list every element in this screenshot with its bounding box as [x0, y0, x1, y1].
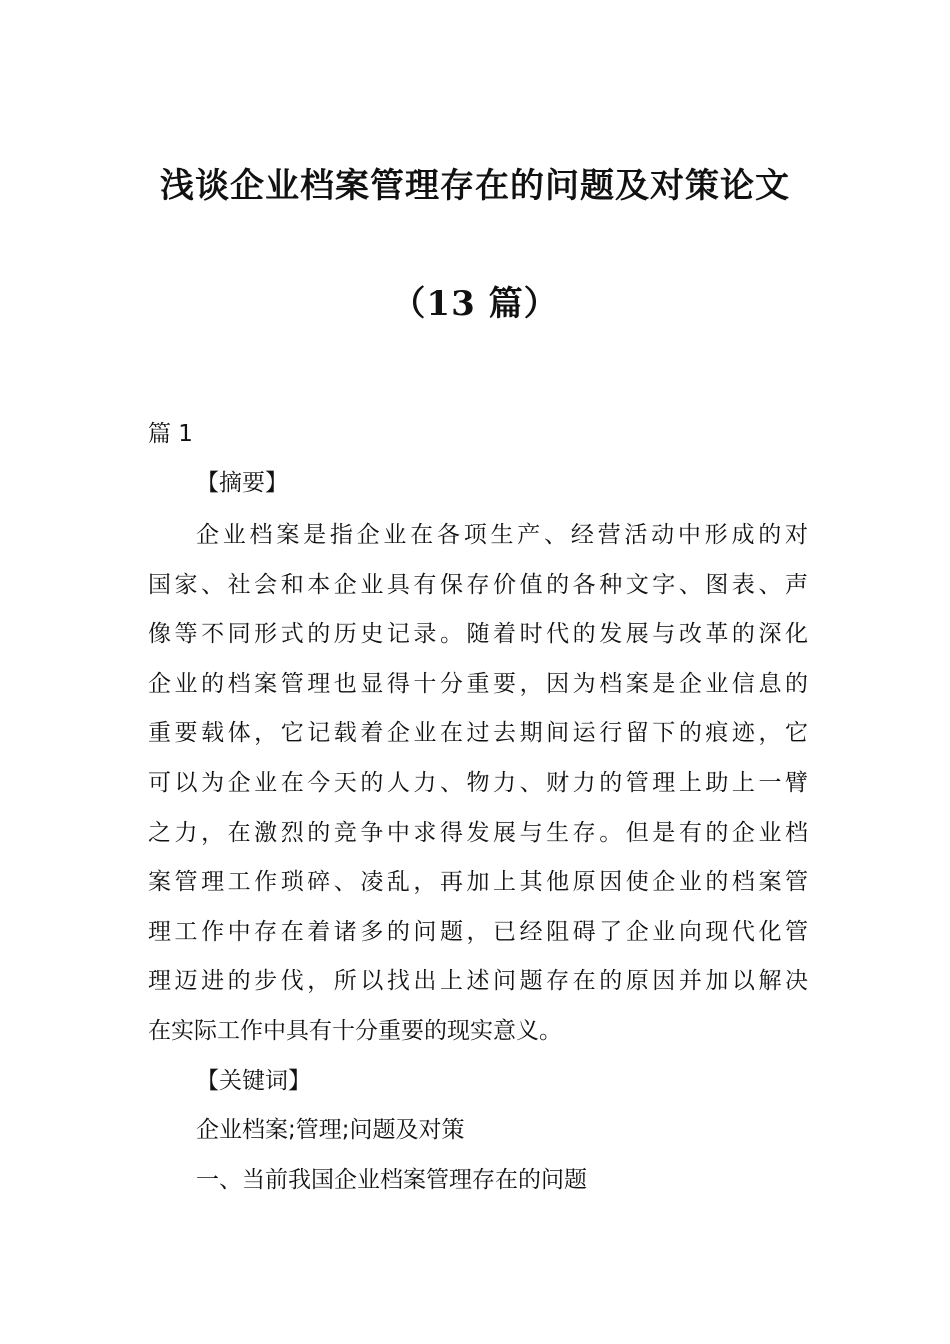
abstract-heading: 【摘要】	[196, 470, 288, 496]
abstract-line: 之力，在激烈的竞争中求得发展与生存。但是有的企业档	[148, 819, 808, 846]
abstract-line: 可以为企业在今天的人力、物力、财力的管理上助上一臂	[148, 769, 808, 796]
abstract-line: 理工作中存在着诸多的问题，已经阻碍了企业向现代化管	[148, 918, 808, 945]
document-title: 浅谈企业档案管理存在的问题及对策论文	[160, 166, 790, 206]
keywords-heading: 【关键词】	[196, 1068, 311, 1094]
abstract-line: 在实际工作中具有十分重要的现实意义。	[148, 1017, 562, 1044]
section-label: 篇 1	[148, 421, 193, 447]
section-heading: 一、当前我国企业档案管理存在的问题	[196, 1167, 587, 1193]
keywords-text: 企业档案;管理;问题及对策	[196, 1117, 465, 1143]
abstract-line: 案管理工作琐碎、凌乱，再加上其他原因使企业的档案管	[148, 869, 808, 896]
abstract-line: 企业档案是指企业在各项生产、经营活动中形成的对	[196, 522, 808, 548]
abstract-line: 理迈进的步伐，所以找出上述问题存在的原因并加以解决	[148, 968, 808, 995]
abstract-line: 像等不同形式的历史记录。随着时代的发展与改革的深化	[148, 621, 808, 648]
abstract-line: 国家、社会和本企业具有保存价值的各种文字、图表、声	[148, 571, 808, 598]
document-subtitle: （13 篇）	[391, 284, 559, 324]
abstract-body	[148, 511, 808, 1057]
abstract-line: 重要载体，它记载着企业在过去期间运行留下的痕迹，它	[148, 720, 808, 747]
abstract-line: 企业的档案管理也显得十分重要，因为档案是企业信息的	[148, 670, 808, 697]
